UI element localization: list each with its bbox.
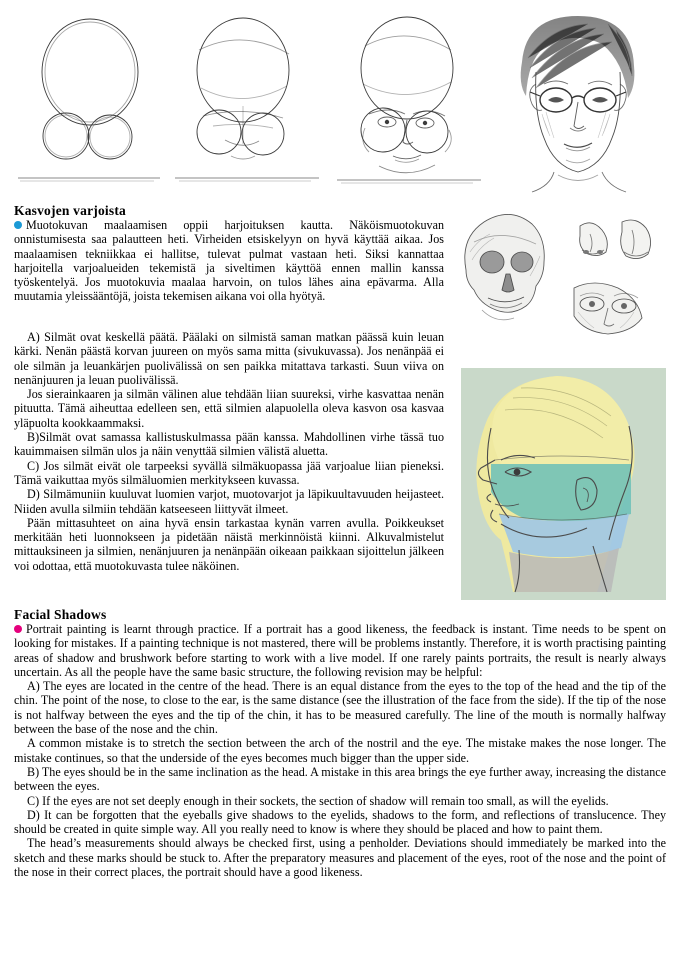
head-construction-step-2 <box>169 10 324 195</box>
paragraph-text: A) The eyes are located in the centre of the head. There is an equal distance from the eyes to the top of the head and the tip of the chin. The point of the nose, to close to the ear, is the same distance (see the illustration of the face from the side). If the tip of the nose is not halfway between the eyes and the tip of the chin, it has to be measured carefully. The line of the mouth is normally halfway between the base of the nose and the chin. <box>14 679 666 737</box>
paragraph <box>14 679 666 736</box>
paragraph-text: Pään mittasuhteet on aina hyvä ensin tarkastaa kynän varren avulla. Poikkeukset merkitään heti luonnokseen ja pidetään näistä merkinnöistä kiinni. Alkuvalmistelut mittauksineen ja silmien, nenänjuuren ja nenänpään oikeaan paikkaan sijoittelun jälkeen voi odottaa, että muotokuvasta tulee näköinen. <box>14 515 444 573</box>
paragraph-text: Jos sierainkaaren ja silmän välinen alue tehdään liian suureksi, virhe kasvattaa nenän pituutta. Tämä aiheuttaa edelleen sen, että silmien alapuolella oleva kasvon osa kasvaa yläpuolta kookkaammaksi. <box>14 387 444 430</box>
paragraph <box>14 330 444 387</box>
paragraph <box>14 516 444 573</box>
skull-and-nose-studies <box>452 200 666 360</box>
paragraph-text: D) Silmämuniin kuuluvat luomien varjot, muotovarjot ja läpikuultavuuden heijasteet. Niiden avulla silmiin tehdään katseeseen liittyvät ilmeet. <box>14 487 444 516</box>
paragraph-text: D) It can be forgotten that the eyeballs give shadows to the eyelids, shadows to the form, and reflections of translucence. They should be created in quite simple way. All you really need to know is where they should be placed and how to paint them. <box>14 807 666 837</box>
paragraph-text: A common mistake is to stretch the section between the arch of the nostril and the eye. The mistake makes the nose longer. The mistake continues, so that the underside of the eyes becomes much bigger than the upper side. <box>14 736 666 765</box>
bullet-icon <box>14 221 22 229</box>
paragraph <box>14 794 666 808</box>
finnish-text-body <box>14 330 444 573</box>
paragraph <box>14 622 666 679</box>
paragraph-text: Muotokuvan maalaamisen oppii harjoituksen kautta. Näköismuotokuvan onnistumisesta saa palautteen heti. Virheiden etsiskelyyn on hyvä käyttää aikaa. Jos maalaamisen tekniikkaa ei hallitse, tulevat pulmat vastaan heti. Siksi kannattaa harjoitella varjoalueiden tekemistä ja siveltimen käyttöä ennen mallin kanssa työskentelyä. Jos muotokuvia maalaa harvoin, on tulos lähes aina epävarma. Alla muutamia yleissääntöjä, joista tekemisen aikana voi olla hyötyä. <box>14 218 444 304</box>
paragraph-text: Portrait painting is learnt through practice. If a portrait has a good likeness, the feedback is instant. Time needs to be spent on looking for mistakes. If a painting technique is not mastered, there will be problems instantly. Therefore, it is worth practising painting areas of shadow and brushwork before starting to work with a live model. If one rarely paints portraits, the result is nearly always uncertain. As all the people have the same basic structure, the following revision may be helpful: <box>14 622 666 679</box>
english-text-body <box>14 622 666 879</box>
section-heading-finnish: Kasvojen varjoista <box>14 203 126 218</box>
head-construction-step-1 <box>14 10 164 195</box>
paragraph <box>14 487 444 516</box>
head-profile-color-study <box>461 368 666 600</box>
paragraph <box>14 836 666 879</box>
head-construction-step-3 <box>329 10 489 195</box>
bullet-icon <box>14 625 22 633</box>
top-illustration-strip <box>14 10 666 195</box>
paragraph <box>14 736 666 765</box>
paragraph-text: C) If the eyes are not set deeply enough in their sockets, the section of shadow will remain too small, as will the eyelids. <box>27 793 609 808</box>
paragraph <box>14 765 666 794</box>
paragraph-text: B)Silmät ovat samassa kallistuskulmassa pään kanssa. Mahdollinen virhe tässä tuo kauimmaisen silmän ulos ja näin venyttää silmien välistä aluetta. <box>14 430 444 459</box>
finished-portrait-sketch <box>492 10 666 195</box>
paragraph <box>14 430 444 459</box>
paragraph-text: The head’s measurements should always be checked first, using a penholder. Deviations should immediately be marked into the sketch and these marks should be stuck to. After the preparatory measures and placement of the eyes, root of the nose and the point of the nose in their correct places, the portrait should have a good likeness. <box>14 836 666 880</box>
paragraph <box>14 218 444 304</box>
paragraph-text: A) Silmät ovat keskellä päätä. Päälaki on silmistä saman matkan päässä kuin leuan kärki. Nenän päästä korvan juureen on myös sama mitta (sivukuvassa). Jos nenänpää ei ole silmän ja leuankärjen puolivälissä on sen paikka mitattava tarkasti. Suun viiva on nenänjuuren ja leuan puolivälissä. <box>14 330 444 387</box>
paragraph-text: B) The eyes should be in the same inclination as the head. A mistake in this area brings the eye further away, increasing the distance between the eyes. <box>14 764 666 794</box>
paragraph <box>14 459 444 488</box>
section-heading-english: Facial Shadows <box>14 607 107 622</box>
paragraph-text: C) Jos silmät eivät ole tarpeeksi syvällä silmäkuopassa jää varjoalue liian pieneksi. Tämä vaikuttaa myös silmäluomien merkitykseen kuvassa. <box>14 458 444 487</box>
paragraph <box>14 808 666 837</box>
finnish-text-intro <box>14 218 444 304</box>
paragraph <box>14 387 444 430</box>
